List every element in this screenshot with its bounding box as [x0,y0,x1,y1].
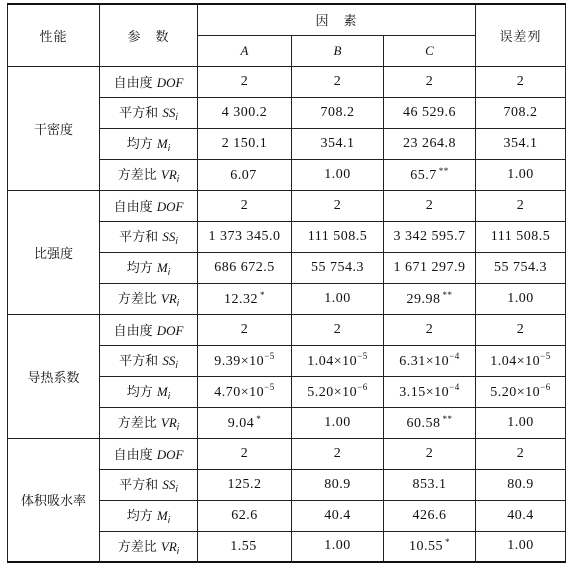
param-symbol: SS [162,477,176,492]
cell-value: 80.9 [476,469,566,500]
param-subscript: i [176,546,180,557]
header-factor: 因 素 [198,4,476,35]
param-symbol: DOF [156,75,184,90]
cell-value: 1 373 345.0 [198,221,292,252]
significance-mark: ** [442,289,453,300]
header-factor-b: B [292,35,384,66]
param-name: 方差比 [117,168,157,183]
param-ss [100,97,198,128]
param-name: 方差比 [117,539,157,555]
sci-exponent: −5 [264,351,275,361]
cell-value: 708.2 [292,97,384,128]
cell-value: 686 672.5 [198,252,292,283]
param-symbol: DOF [156,447,184,462]
table-row [8,190,566,221]
cell-value: 40.4 [476,500,566,531]
cell-value [476,376,566,407]
param-name: 均方 [126,137,153,152]
sci-exponent: −4 [449,351,460,361]
significance-mark: * [256,413,262,424]
vr-value: 1.55 [230,539,257,555]
property-label: 干密度 [8,66,100,190]
param-subscript: i [175,361,178,371]
param-subscript: i [175,485,178,495]
cell-value: 2 [384,314,476,345]
param-subscript: i [167,268,171,278]
param-ms [100,252,198,283]
param-subscript: i [176,175,180,185]
anova-table [7,3,566,563]
param-name: 平方和 [119,478,159,493]
vr-value: 10.55 [409,539,443,555]
param-symbol: M [156,508,168,523]
cell-value: 2 [476,66,566,97]
vr-value: 12.32 [224,291,258,307]
cell-value: 2 [198,438,292,469]
header-factor-a: A [198,35,292,66]
param-name: 自由度 [113,324,153,339]
param-symbol: VR [160,291,177,306]
cell-value: 2 [292,66,384,97]
param-subscript: i [176,299,180,309]
cell-value: 80.9 [292,469,384,500]
cell-value: 2 [384,438,476,469]
significance-mark: ** [442,413,453,424]
cell-value [384,407,476,438]
cell-value: 354.1 [292,128,384,159]
sci-exponent: −5 [357,351,368,361]
cell-value: 1.00 [292,531,384,562]
cell-value: 2 [198,190,292,221]
sci-mantissa: 5.20×10 [307,385,358,400]
cell-value: 426.6 [384,500,476,531]
cell-value: 1.00 [476,407,566,438]
param-symbol: VR [160,415,177,430]
param-name: 方差比 [117,416,157,431]
cell-value: 2 [384,190,476,221]
param-vr [100,531,198,562]
param-name: 平方和 [119,354,159,369]
param-vr [100,407,198,438]
cell-value: 2 [198,314,292,345]
anova-table-container [7,3,566,563]
cell-value: 2 [476,190,566,221]
param-name: 自由度 [113,200,153,215]
cell-value: 23 264.8 [384,128,476,159]
significance-mark: * [445,537,450,548]
cell-value [198,345,292,376]
cell-value [292,376,384,407]
param-subscript: i [167,144,171,154]
param-symbol: VR [160,167,177,182]
cell-value: 1.00 [292,159,384,190]
param-name: 均方 [126,261,153,276]
param-name: 均方 [126,385,153,400]
cell-value: 2 150.1 [198,128,292,159]
cell-value: 2 [198,66,292,97]
param-name: 平方和 [119,106,159,121]
param-subscript: i [175,113,178,123]
cell-value: 2 [292,314,384,345]
cell-value: 55 754.3 [292,252,384,283]
param-ms [100,500,198,531]
cell-value: 111 508.5 [292,221,384,252]
param-name: 自由度 [113,76,153,91]
vr-value: 9.04 [227,415,255,431]
param-subscript: i [176,423,180,433]
table-row [8,66,566,97]
sci-exponent: −4 [449,382,460,392]
cell-value: 55 754.3 [476,252,566,283]
vr-value: 6.07 [230,167,257,183]
vr-value: 29.98 [406,291,441,307]
param-vr [100,159,198,190]
sci-mantissa: 1.04×10 [490,354,541,369]
param-symbol: SS [162,229,176,244]
cell-value: 46 529.6 [384,97,476,128]
cell-value: 1 671 297.9 [384,252,476,283]
cell-value: 62.6 [198,500,292,531]
param-name: 均方 [126,509,153,524]
header-factor-c: C [384,35,476,66]
header-property: 性能 [8,4,100,66]
param-name: 平方和 [119,230,159,245]
param-ss [100,221,198,252]
param-dof [100,190,198,221]
param-name: 自由度 [113,448,153,463]
param-symbol: SS [162,353,176,368]
cell-value: 354.1 [476,128,566,159]
cell-value [198,407,292,438]
header-parameter: 参 数 [100,4,198,66]
sci-exponent: −6 [540,382,551,392]
property-label: 比强度 [8,190,100,314]
cell-value: 2 [476,438,566,469]
param-subscript: i [175,237,178,247]
cell-value: 111 508.5 [476,221,566,252]
cell-value: 1.00 [476,159,566,190]
cell-value [384,159,476,190]
param-vr [100,283,198,314]
cell-value [384,283,476,314]
param-symbol: M [156,384,168,399]
cell-value: 1.00 [292,407,384,438]
cell-value: 2 [292,438,384,469]
cell-value: 2 [384,66,476,97]
param-dof [100,314,198,345]
cell-value: 853.1 [384,469,476,500]
vr-value: 60.58 [406,415,441,431]
sci-mantissa: 1.04×10 [307,354,358,369]
cell-value: 125.2 [198,469,292,500]
cell-value: 708.2 [476,97,566,128]
param-ss [100,469,198,500]
param-ms [100,376,198,407]
cell-value [198,159,292,190]
property-label: 导热系数 [8,314,100,438]
sci-mantissa: 9.39×10 [214,354,265,369]
cell-value: 4 300.2 [198,97,292,128]
sci-exponent: −6 [357,382,368,392]
vr-value: 65.7 [410,167,437,183]
cell-value: 1.00 [292,283,384,314]
sci-exponent: −5 [264,382,275,392]
param-ss [100,345,198,376]
cell-value: 2 [292,190,384,221]
param-symbol: M [156,136,168,151]
sci-mantissa: 6.31×10 [399,354,450,369]
param-subscript: i [167,392,171,402]
param-symbol: DOF [156,199,184,214]
param-symbol: SS [162,105,176,120]
cell-value [198,283,292,314]
param-dof [100,66,198,97]
cell-value [384,376,476,407]
cell-value [198,531,292,562]
cell-value: 1.00 [476,283,566,314]
param-dof [100,438,198,469]
sci-mantissa: 3.15×10 [399,385,450,400]
significance-mark: * [260,289,265,300]
cell-value [476,345,566,376]
cell-value [198,376,292,407]
cell-value: 2 [476,314,566,345]
cell-value [292,345,384,376]
table-row [8,314,566,345]
cell-value: 40.4 [292,500,384,531]
param-name: 方差比 [117,292,157,307]
sci-mantissa: 4.70×10 [214,385,265,400]
property-label: 体积吸水率 [8,438,100,562]
sci-exponent: −5 [540,351,551,361]
param-symbol: DOF [156,323,184,338]
cell-value: 1.00 [476,531,566,562]
param-ms [100,128,198,159]
cell-value [384,345,476,376]
significance-mark: ** [438,165,449,176]
param-symbol: M [156,260,168,275]
param-subscript: i [167,516,171,526]
table-row [8,438,566,469]
param-symbol: VR [160,538,177,554]
header-error-column: 误差列 [476,4,566,66]
cell-value: 3 342 595.7 [384,221,476,252]
sci-mantissa: 5.20×10 [490,385,541,400]
cell-value [384,531,476,562]
